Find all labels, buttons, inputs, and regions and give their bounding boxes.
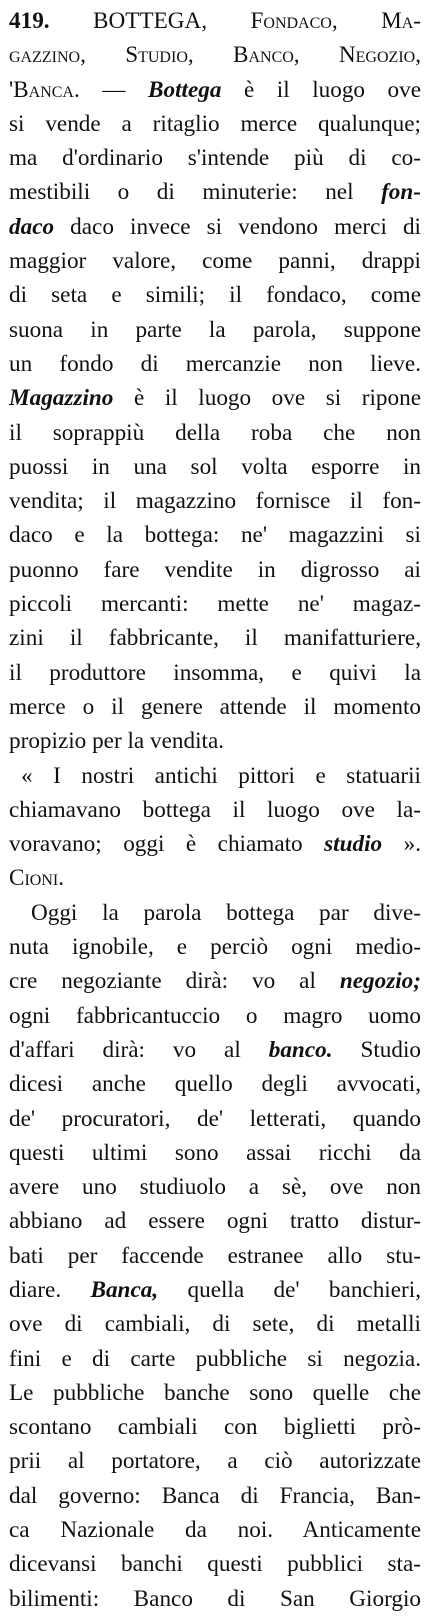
p1-line: propizio per la vendita. (9, 728, 225, 755)
entry-heading-line-2: gazzino, Studio, Banco, Negozio, (9, 42, 421, 69)
p1-text: è il luogo ove si ripone (133, 385, 421, 412)
term-studio: studio (324, 831, 383, 858)
entry-heading-1: BOTTEGA, Fondaco, Ma- (93, 8, 421, 34)
p1-line (9, 381, 421, 415)
p2-line (9, 1033, 421, 1067)
p2-line: bati per faccende estranee allo stu- (9, 1242, 421, 1269)
p1-line: puonno fare vendite in digrosso ai (9, 556, 421, 583)
p2-line: prii al portatore, a ciò autorizzate (9, 1448, 421, 1475)
p2-text: d'affari dirà: vo al (9, 1036, 241, 1063)
p2-line: avere uno studiuolo a sè, ove non (9, 1174, 421, 1201)
p2-line: de' procuratori, de' letterati, quando (9, 1105, 421, 1132)
p1-line (9, 175, 421, 209)
p2-line (9, 1273, 421, 1307)
term-banca: Banca, (90, 1276, 159, 1303)
quote-line (9, 827, 421, 861)
p1-line: ma d'ordinario s'intende più di co- (9, 145, 421, 172)
p1-line: puossi in una sol volta esporre in (9, 453, 421, 480)
p1-line: un fondo di mercanzie non lieve. (9, 350, 421, 377)
p2-line: dicevansi banchi questi pubblici sta- (9, 1551, 421, 1578)
p2-line: ogni fabbricantuccio o magro uomo (9, 1002, 421, 1029)
p1-text: mestibili o di minuterie: nel (9, 179, 354, 206)
p2-line: bilimenti: Banco di San Giorgio (9, 1585, 421, 1612)
p2-line: ove di cambiali, di sete, di metalli (9, 1311, 421, 1338)
p2-line: nuta ignobile, e perciò ogni medio- (9, 934, 421, 961)
p2-line: abbiano ad essere ogni tratto distur- (9, 1208, 421, 1235)
p2-text: Studio (360, 1036, 422, 1063)
heading-line3-rest: è il luogo ove (243, 76, 422, 103)
p2-line: scontano cambiali con biglietti prò- (9, 1414, 421, 1441)
term-bottega: Bottega (148, 76, 222, 103)
p1-line: suona in parte la parola, suppone (9, 316, 421, 343)
p1-line: il produttore insomma, e quivi la (9, 659, 421, 686)
p1-line: piccoli mercanti: mette ne' magaz- (9, 591, 421, 618)
p2-line: Oggi la parola bottega par dive- (31, 899, 421, 926)
p2-line: questi ultimi sono assai ricchi da (9, 1139, 421, 1166)
entry-heading-3: 'Banca. — (9, 76, 126, 103)
p1-line: merce o il genere attende il momento (9, 693, 421, 720)
quote-line: chiamavano bottega il luogo ove la- (9, 796, 421, 823)
p1-line: zini il fabbricante, il manifatturiere, (9, 625, 421, 652)
p2-text: cre negoziante dirà: vo al (9, 968, 316, 995)
p2-line (9, 964, 421, 998)
term-fondaco-part1: fon- (381, 179, 421, 206)
p2-line: ca Nazionale da noi. Anticamente (9, 1517, 421, 1544)
p2-text: diare. (9, 1276, 62, 1303)
term-magazzino: Magazzino (9, 385, 114, 412)
term-banco: banco. (268, 1036, 333, 1063)
quote-close: ». (403, 831, 422, 858)
p1-line: si vende a ritaglio merce qualunque; (9, 110, 421, 137)
p1-line (9, 210, 421, 244)
entry-heading-line-1 (9, 4, 421, 38)
quote-text: voravano; oggi è chiamato (9, 831, 303, 858)
p1-line: il soprappiù della roba che non (9, 419, 421, 446)
p1-line: di seta e simili; il fondaco, come (9, 282, 421, 309)
p1-line: maggior valore, come panni, drappi (9, 248, 421, 275)
p2-line: dicesi anche quello degli avvocati, (9, 1071, 421, 1098)
p2-text: quella de' banchieri, (187, 1276, 421, 1303)
p2-line: Le pubbliche banche sono quelle che (9, 1379, 421, 1406)
entry-heading-line-3 (9, 73, 421, 107)
quote-line: « I nostri antichi pittori e statuarii (21, 762, 421, 789)
p1-text-rest: daco invece si vendono merci di (70, 213, 422, 240)
entry-number: 419. (9, 8, 50, 34)
term-fondaco-part2: daco (9, 213, 55, 240)
p1-line: vendita; il magazzino fornisce il fon- (9, 488, 421, 515)
p2-line: fini e di carte pubbliche si negozia. (9, 1345, 421, 1372)
p2-line: dal governo: Banca di Francia, Ban- (9, 1482, 421, 1509)
p1-line: daco e la bottega: ne' magazzini si (9, 522, 421, 549)
document-page (9, 4, 421, 1616)
term-negozio: negozio; (339, 968, 421, 995)
quote-author: Cioni. (9, 865, 65, 892)
